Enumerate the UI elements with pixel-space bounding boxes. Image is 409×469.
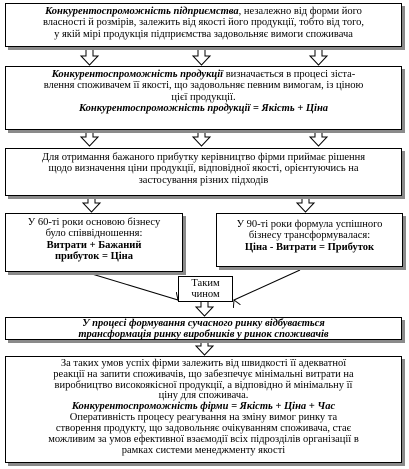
- term-enterprise-competitiveness: Конкурентоспроможність підприємства: [45, 6, 239, 17]
- arrow-group-5: [196, 301, 213, 316]
- hollow-arrow: [297, 198, 314, 212]
- hollow-arrow: [196, 340, 213, 355]
- formula-sixties-line1: Витрати + Бажаний: [46, 239, 142, 251]
- formula-sixties-line2: прибуток = Ціна: [55, 250, 133, 262]
- box-nineties-formula: У 90-ті роки формула успішного бізнесу трансформувалася: Ціна - Витрати = Прибуток: [216, 213, 403, 267]
- hollow-arrow: [193, 131, 210, 146]
- arrow-group-1: [81, 48, 327, 65]
- formula-firm-competitiveness: Конкурентоспроможність фірми = Якість + Ціна + Час: [71, 401, 336, 413]
- hollow-arrow: [83, 198, 100, 212]
- hollow-arrow: [310, 131, 327, 146]
- box-sixties-formula: У 60-ті роки основою бізнесу було співвідношення: Витрати + Бажаний прибуток = Ціна: [5, 213, 183, 272]
- box-firm-success: За таких умов успіх фірми залежить від швидкості її адекватної реакції на запити споживачів, що забезпечує мінімальні витрати на виробництво високоякісної продукції, а відповідно й мінімальну її ціну для споживача. Конкурентоспроможність фірми = Якість + Ціна + Час Оперативність процесу реагування на зміну вимог ринку та створення продукту, що задовольняє очікуванням споживача, стає можливим за умов ефективної взаємодії всіх підрозділів організації в рамках системи менеджменту якості: [5, 356, 402, 463]
- formula-nineties: Ціна - Витрати = Прибуток: [244, 241, 375, 253]
- box-product-competitiveness: Конкурентоспроможність продукції визначається в процесі зіста- влення споживачем її якості, що задовольняє певним вимогам, із ціною цієї продукції. Конкурентоспроможність продукції = Якість + Ціна: [5, 66, 402, 130]
- formula-product-competitiveness: Конкурентоспроможність продукції = Якість + Ціна: [78, 102, 329, 114]
- hollow-arrow: [81, 131, 98, 146]
- hollow-arrow: [193, 48, 210, 65]
- hollow-arrow: [196, 301, 213, 316]
- term-product-competitiveness: Конкурентоспроможність продукції: [51, 69, 224, 80]
- arrow-group-3: [83, 198, 314, 212]
- box-pricing-decision: Для отримання бажаного прибутку керівництво фірми приймає рішення щодо визначення ціни продукції, відповідної якості, орієнтуючись на застосування різних підходів: [5, 148, 402, 196]
- connector-thus: Таким чином: [178, 276, 233, 302]
- box-enterprise-competitiveness: Конкурентоспроможність підприємства, незалежно від форми його власності й розмірів, залежить від якості його продукції, тобто від того, у якій мірі продукція підприємства задовольняє вимоги споживача: [5, 3, 402, 47]
- arrow-group-6: [196, 340, 213, 355]
- arrow-group-2: [81, 131, 327, 146]
- hollow-arrow: [81, 48, 98, 65]
- box-market-transformation: У процесі формування сучасного ринку відбувається трансформація ринку виробників у ринок споживачів: [5, 317, 402, 340]
- hollow-arrow: [310, 48, 327, 65]
